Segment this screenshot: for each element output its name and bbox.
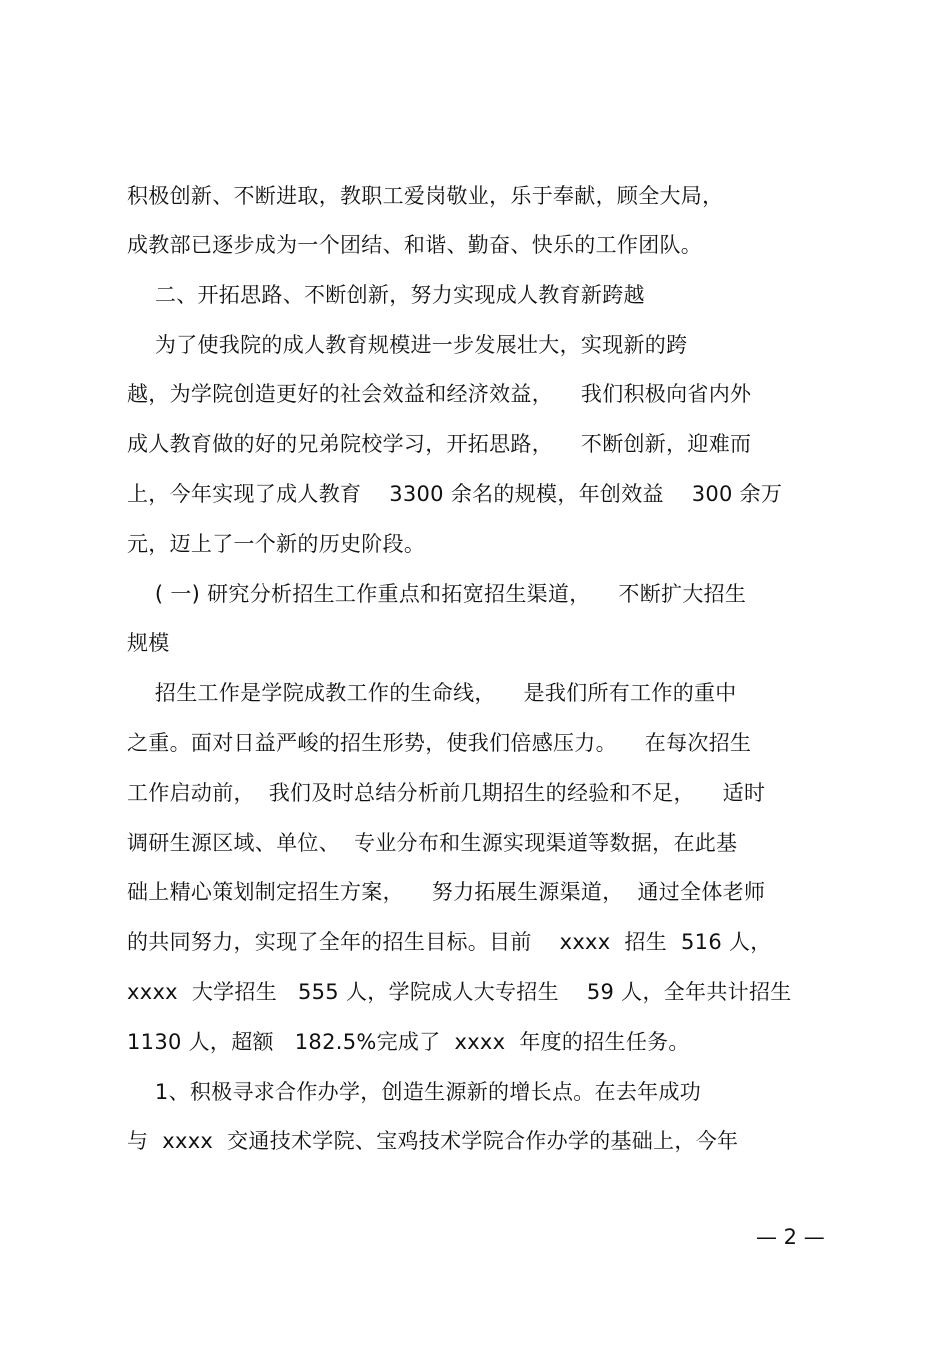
page-number: — 2 —: [756, 1225, 825, 1249]
text-line: 与 xxxx 交通技术学院、宝鸡技术学院合作办学的基础上，今年: [127, 1129, 739, 1153]
text-line: 之重。面对日益严峻的招生形势，使我们倍感压力。 在每次招生: [127, 731, 752, 755]
subsection-heading: 规模: [127, 631, 170, 655]
text-line: xxxx 大学招生 555 人，学院成人大专招生 59 人，全年共计招生: [127, 980, 792, 1004]
text-line: 元，迈上了一个新的历史阶段。: [127, 532, 426, 556]
text-line: 1、积极寻求合作办学，创造生源新的增长点。在去年成功: [127, 1080, 702, 1104]
section-heading: 二、开拓思路、不断创新，努力实现成人教育新跨越: [127, 283, 645, 307]
text-line: 为了使我院的成人教育规模进一步发展壮大，实现新的跨: [127, 333, 688, 357]
text-line: 招生工作是学院成教工作的生命线， 是我们所有工作的重中: [127, 681, 737, 705]
text-line: 础上精心策划制定招生方案， 努力拓展生源渠道， 通过全体老师: [127, 880, 766, 904]
text-line: 工作启动前， 我们及时总结分析前几期招生的经验和不足， 适时: [127, 781, 766, 805]
text-line: 越，为学院创造更好的社会效益和经济效益， 我们积极向省内外: [127, 382, 752, 406]
text-line: 成人教育做的好的兄弟院校学习，开拓思路， 不断创新，迎难而: [127, 432, 752, 456]
text-line: 调研生源区域、单位、 专业分布和生源实现渠道等数据，在此基: [127, 831, 738, 855]
text-line: 的共同努力，实现了全年的招生目标。目前 xxxx 招生 516 人，: [127, 930, 772, 954]
text-line: 成教部已逐步成为一个团结、和谐、勤奋、快乐的工作团队。: [127, 233, 703, 257]
subsection-heading: ( 一) 研究分析招生工作重点和拓宽招生渠道， 不断扩大招生: [127, 582, 747, 606]
text-line: 1130 人，超额 182.5%完成了 xxxx 年度的招生任务。: [127, 1030, 690, 1054]
text-line: 积极创新、不断进取，教职工爱岗敬业，乐于奉献，顾全大局，: [127, 184, 724, 208]
text-line: 上，今年实现了成人教育 3300 余名的规模，年创效益 300 余万: [127, 482, 783, 506]
